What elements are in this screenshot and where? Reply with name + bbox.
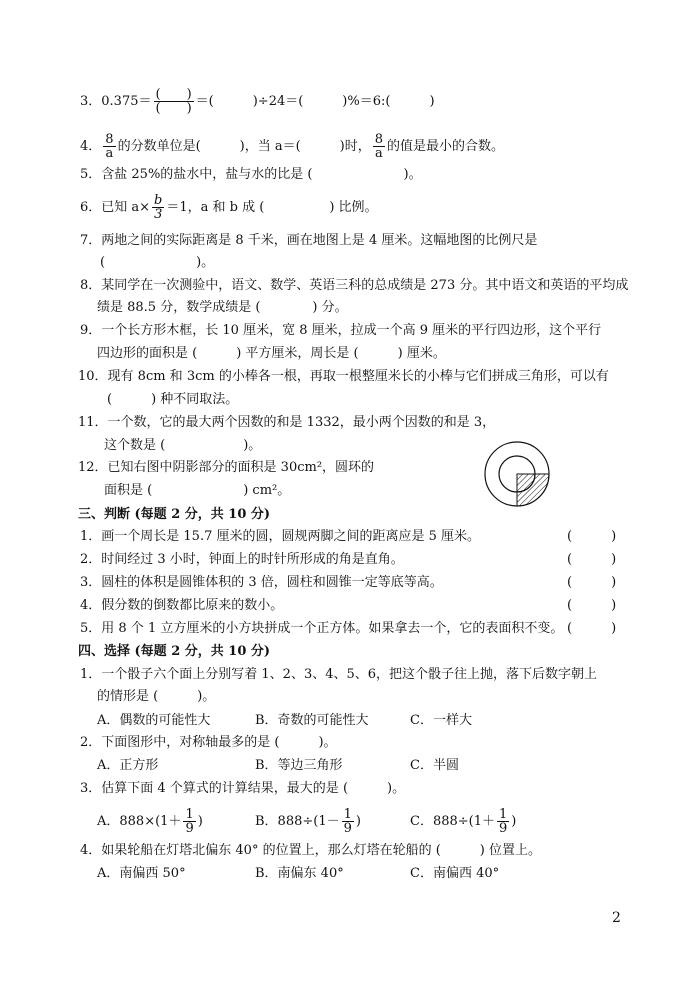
judge-item-5: 5．用 8 个 1 立方厘米的小方块拼成一个正方体。如果拿去一个，它的表面积不变。 [80, 621, 564, 636]
judge-answer-3: ( ) [567, 575, 617, 590]
choice-q1-line1: 1．一个骰子六个面上分别写着 1、2、3、4、5、6，把这个骰子往上抛，落下后数字朝上 [80, 667, 598, 682]
choice-q2-option-a: A．正方形 [97, 758, 159, 773]
choice-q2-option-c: C．半圆 [410, 758, 459, 773]
choice-q4-option-b: B．南偏东 40° [255, 866, 344, 881]
choice-q4-option-c: C．南偏西 40° [410, 866, 500, 881]
question-3: 3．0.375＝ $\frac{( )}{( )}$ ＝( )÷24＝( )%＝6:( ) [80, 87, 435, 116]
judge-item-4: 4．假分数的倒数都比原来的数小。 [80, 598, 284, 613]
section-4-title: 四、选择 (每题 2 分，共 10 分) [78, 644, 271, 659]
question-9-line1: 9．一个长方形木框，长 10 厘米，宽 8 厘米，拉成一个高 9 厘米的平行四边形，这个平行 [80, 323, 602, 338]
question-7-line2: ( )。 [100, 255, 215, 270]
question-8-line1: 8．某同学在一次测验中，语文、数学、英语三科的总成绩是 273 分。其中语文和英语的平均成 [80, 278, 629, 293]
judge-answer-1: ( ) [567, 529, 617, 544]
judge-item-2: 2．时间经过 3 小时，钟面上的时针所形成的角是直角。 [80, 552, 404, 567]
fraction: $\frac{1}{9}$ [343, 807, 352, 836]
question-5: 5．含盐 25%的盐水中，盐与水的比是 ( )。 [80, 167, 422, 182]
choice-q3-option-b: B．888÷(1－ $\frac{1}{9}$ ) [255, 807, 361, 836]
choice-q2: 2．下面图形中，对称轴最多的是 ( )。 [80, 735, 337, 750]
question-10-line1: 10．现有 8cm 和 3cm 的小棒各一根，再取一根整厘米长的小棒与它们拼成三角形，可以有 [78, 369, 609, 384]
choice-q1-option-a: A．偶数的可能性大 [97, 713, 211, 728]
fraction: $\frac{1}{9}$ [499, 807, 508, 836]
choice-q3: 3．估算下面 4 个算式的计算结果，最大的是 ( )。 [80, 781, 406, 796]
judge-item-1: 1．画一个周长是 15.7 厘米的圆，圆规两脚之间的距离应是 5 厘米。 [80, 529, 481, 544]
section-3-title: 三、判断 (每题 2 分，共 10 分) [78, 507, 271, 522]
choice-q1-line2: 的情形是 ( )。 [97, 689, 216, 704]
fraction: $\frac{1}{9}$ [185, 807, 194, 836]
fraction: $\frac{( )}{( )}$ [155, 87, 192, 116]
choice-q2-option-b: B．等边三角形 [255, 758, 343, 773]
question-7-line1: 7．两地之间的实际距离是 8 千米，画在地图上是 4 厘米。这幅地图的比例尺是 [80, 233, 538, 248]
page-number: 2 [612, 910, 621, 926]
judge-answer-5: ( ) [567, 621, 617, 636]
question-10-line2: ( ) 种不同取法。 [107, 392, 239, 407]
choice-q1-option-b: B．奇数的可能性大 [255, 713, 369, 728]
choice-q1-option-c: C．一样大 [410, 713, 472, 728]
question-4: 4． $\frac{8}{a}$ 的分数单位是( )，当 a＝( )时， $\frac{8}{a}$ 的值是最小的合数。 [80, 132, 505, 161]
fraction: $\frac{8}{a}$ [374, 132, 384, 161]
question-9-line2: 四边形的面积是 ( ) 平方厘米，周长是 ( ) 厘米。 [97, 346, 446, 361]
choice-q3-option-c: C．888÷(1＋ $\frac{1}{9}$ ) [410, 807, 517, 836]
question-11-line1: 11．一个数，它的最大两个因数的和是 1332，最小两个因数的和是 3， [78, 415, 496, 430]
fraction: $\frac{b}{3}$ [154, 193, 163, 222]
question-8-line2: 绩是 88.5 分，数学成绩是 ( ) 分。 [97, 300, 348, 315]
choice-q4: 4．如果轮船在灯塔北偏东 40° 的位置上，那么灯塔在轮船的 ( ) 位置上。 [80, 843, 541, 858]
choice-q3-option-a: A．888×(1＋ $\frac{1}{9}$ ) [97, 807, 203, 836]
question-12-line2: 面积是 ( ) cm²。 [104, 483, 291, 498]
question-6: 6．已知 a× $\frac{b}{3}$ ＝1，a 和 b 成 ( ) 比例。 [80, 193, 378, 222]
choice-q4-option-a: A．南偏西 50° [97, 866, 186, 881]
judge-answer-4: ( ) [567, 598, 617, 613]
question-11-line2: 这个数是 ( )。 [104, 438, 262, 453]
question-12-line1: 12．已知右图中阴影部分的面积是 30cm²，圆环的 [78, 460, 375, 475]
ring-figure [483, 440, 551, 508]
fraction: $\frac{8}{a}$ [105, 132, 114, 161]
judge-answer-2: ( ) [567, 552, 617, 567]
judge-item-3: 3．圆柱的体积是圆锥体积的 3 倍，圆柱和圆锥一定等底等高。 [80, 575, 443, 590]
